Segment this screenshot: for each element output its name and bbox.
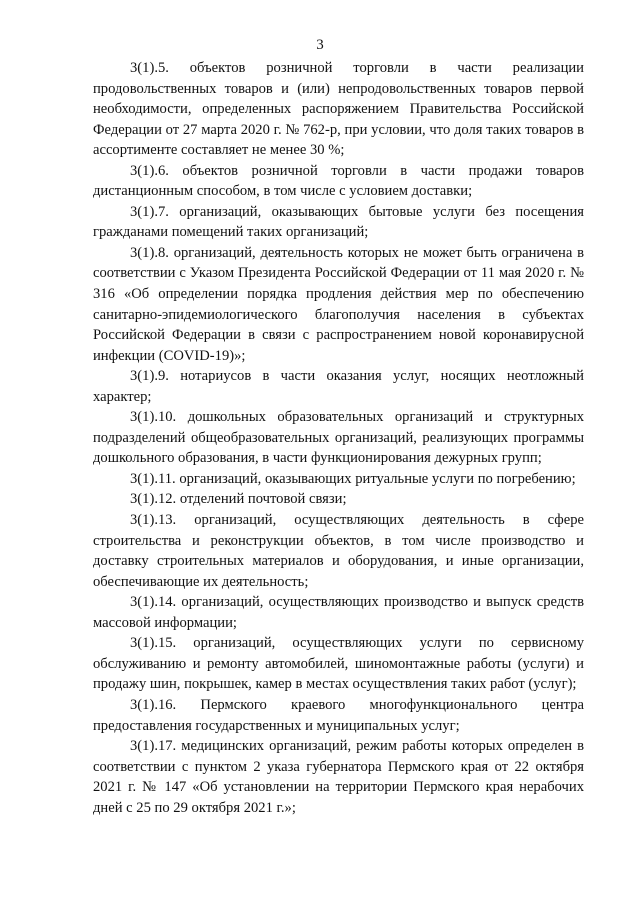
paragraph-3-1-5 [93,58,584,161]
paragraph-number: 3(1).11. [130,470,176,487]
paragraph-number: 3(1).5. [130,60,169,76]
paragraph-number: 3(1).14. [130,594,177,611]
paragraph-3-1-15 [93,633,584,695]
paragraph-text: объектов розничной торговли в части продажи товаров дистанционным способом, в том числе с условием доставки; [93,162,584,200]
paragraph-3-1-12 [93,489,584,510]
paragraph-text: организаций, деятельность которых не может быть ограничена в соответствии с Указом Президента Российской Федерации от 11 мая 2020 г. № 316 «Об определении порядка продления действия мер по обеспечению санитарно-эпидемиологического благополучия населения в субъектах Российской Федерации в связи с распространением новой коронавирусной инфекции (COVID-19)»; [93,244,584,364]
paragraph-3-1-9 [93,366,584,407]
paragraph-number: 3(1).10. [130,409,177,426]
paragraph-text: отделений почтовой связи; [176,491,347,508]
paragraph-text: объектов розничной торговли в части реализации продовольственных товаров и (или) непродовольственных товаров первой необходимости, определенных распоряжением Правительства Российской Федерации от 27 марта 2020 г. № 762-р, при условии, что доля таких товаров в ассортименте составляет не менее 30 %; [93,60,584,159]
paragraph-text: организаций, оказывающих ритуальные услуги по погребению; [175,470,576,487]
paragraph-text: организаций, осуществляющих деятельность в сфере строительства и реконструкции объектов, в том числе производство и доставку строительных материалов и оборудования, и иные организации, обеспечивающие их деятельность; [93,512,584,590]
paragraph-text: организаций, осуществляющих производство и выпуск средств массовой информации; [93,594,584,631]
document-body [93,58,584,818]
paragraph-number: 3(1).6. [130,162,169,179]
paragraph-number: 3(1).17. [130,738,177,755]
paragraph-text: Пермского краевого многофункционального центра предоставления государственных и муниципальных услуг; [93,696,584,734]
paragraph-3-1-13 [93,510,584,592]
paragraph-text: организаций, осуществляющих услуги по сервисному обслуживанию и ремонту автомобилей, шиномонтажные работы (услуги) и продажу шин, покрышек, камер в местах осуществления таких работ (услуг); [93,635,584,693]
paragraph-number: 3(1).8. [130,244,169,261]
paragraph-number: 3(1).13. [130,512,177,529]
paragraph-text: медицинских организаций, режим работы которых определен в соответствии с пунктом 2 указа губернатора Пермского края от 22 октября 2021 г. № 147 «Об установлении на территории Пермского края нерабочих дней с 25 по 29 октября 2021 г.»; [93,738,584,816]
paragraph-3-1-10 [93,407,584,469]
paragraph-3-1-11 [93,469,584,490]
paragraph-number: 3(1).16. [130,696,177,713]
paragraph-text: организаций, оказывающих бытовые услуги без посещения гражданами помещений таких организаций; [93,203,584,241]
paragraph-number: 3(1).9. [130,368,169,385]
paragraph-3-1-16 [93,695,584,736]
paragraph-3-1-7 [93,202,584,243]
paragraph-3-1-14 [93,592,584,633]
page-number: 3 [316,37,324,53]
paragraph-3-1-17 [93,736,584,818]
paragraph-3-1-6 [93,161,584,202]
paragraph-number: 3(1).15. [130,635,177,652]
paragraph-3-1-8 [93,243,584,366]
paragraph-number: 3(1).12. [130,491,177,508]
paragraph-text: дошкольных образовательных организаций и структурных подразделений общеобразовательных организаций, реализующих программы дошкольного образования, в части функционирования дежурных групп; [93,409,584,467]
paragraph-number: 3(1).7. [130,203,169,220]
paragraph-text: нотариусов в части оказания услуг, носящих неотложный характер; [93,368,584,405]
